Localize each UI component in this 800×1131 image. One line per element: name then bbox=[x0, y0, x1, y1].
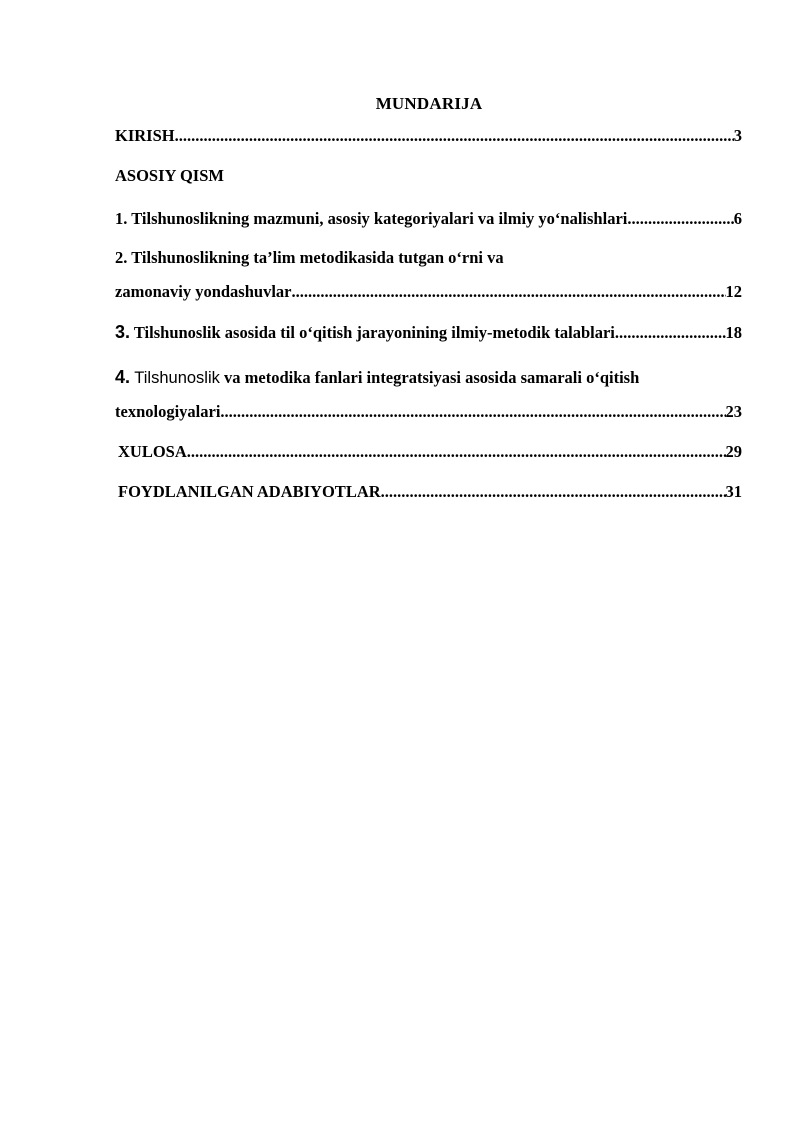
leader-dots bbox=[292, 282, 726, 302]
toc-page-number: 6 bbox=[733, 209, 742, 228]
toc-entry-number: 3. bbox=[115, 322, 131, 342]
page-title: MUNDARIJA bbox=[375, 94, 483, 113]
toc-entry-xulosa bbox=[118, 442, 742, 462]
toc-entry-2-line1: 2. Tilshunoslikning ta’lim metodikasida tutgan o‘rni va bbox=[115, 248, 504, 267]
toc-entry-kirish bbox=[115, 126, 742, 146]
toc-page-number: 29 bbox=[725, 442, 742, 461]
leader-dots bbox=[175, 126, 734, 146]
leader-dots bbox=[627, 209, 733, 229]
leader-dots bbox=[187, 442, 726, 462]
toc-entry-2 bbox=[115, 282, 742, 302]
toc-entry-label: texnologiyalari bbox=[115, 402, 221, 421]
toc-entry-1 bbox=[115, 209, 742, 229]
toc-entry-label: 1. Tilshunoslikning mazmuni, asosiy kategoriyalari va ilmiy yo‘nalishlari bbox=[115, 209, 628, 228]
toc-entry-label: XULOSA bbox=[118, 442, 187, 461]
toc-page-number: 12 bbox=[725, 282, 742, 301]
toc-entry-4-line1: 4. Tilshunoslik va metodika fanlari integratsiyasi asosida samarali o‘qitish bbox=[115, 367, 640, 387]
toc-page-number: 18 bbox=[725, 323, 742, 342]
toc-entry-4 bbox=[115, 402, 742, 422]
toc-page-number: 23 bbox=[725, 402, 742, 421]
toc-entry-word: Tilshunoslik bbox=[130, 369, 220, 387]
toc-page-number: 3 bbox=[733, 126, 742, 145]
leader-dots bbox=[220, 402, 725, 422]
toc-entry-label: KIRISH bbox=[115, 126, 175, 145]
toc-section-heading: ASOSIY QISM bbox=[115, 166, 224, 185]
toc-entry-label: 3. Tilshunoslik asosida til o‘qitish jarayonining ilmiy-metodik talablari bbox=[115, 322, 615, 342]
toc-entry-label: FOYDLANILGAN ADABIYOTLAR bbox=[118, 482, 381, 501]
toc-entry-adabiyot bbox=[118, 482, 742, 502]
toc-entry-3 bbox=[115, 322, 742, 343]
leader-dots bbox=[615, 323, 726, 343]
toc-entry-number: 4. bbox=[115, 367, 131, 387]
toc-page-number: 31 bbox=[725, 482, 742, 501]
leader-dots bbox=[381, 482, 726, 502]
toc-entry-label: zamonaviy yondashuvlar bbox=[115, 282, 292, 301]
